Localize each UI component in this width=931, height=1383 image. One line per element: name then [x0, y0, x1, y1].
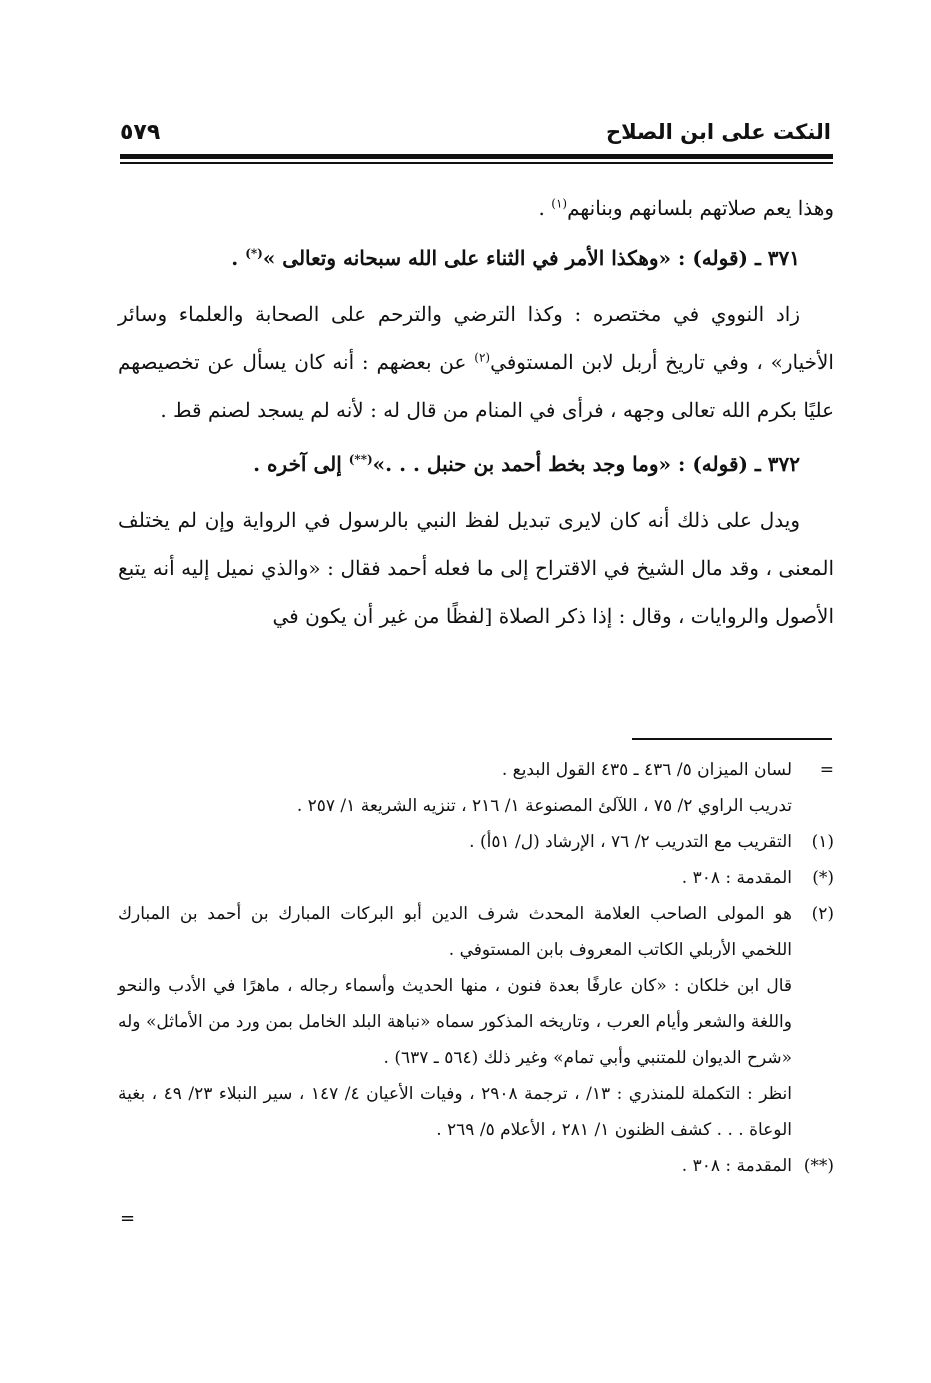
footnote-2: (٢) هو المولى الصاحب العلامة المحدث شرف الدين أبو البركات المبارك بن أحمد بن المبارك اللخمي الأربلي الكاتب المعروف بابن المستوفي .	[118, 896, 834, 968]
running-header	[120, 118, 831, 154]
heading-371: ٣٧١ ـ (قوله) : «وهكذا الأمر في الثناء على الله سبحانه وتعالى »(*) .	[231, 246, 800, 270]
header-title: النكت على ابن الصلاح	[605, 120, 831, 144]
footnote-1-mark: (١)	[811, 832, 834, 852]
footnote-ref-double-star: (**)	[348, 452, 373, 467]
paragraph-continuation: وهذا يعم صلاتهم بلسانهم وبنانهم$^{(١)}$ .	[538, 196, 834, 220]
footnote-ref-star: (*)	[245, 246, 263, 261]
main-text	[118, 184, 834, 640]
header-rule-thick	[120, 154, 833, 159]
footnote-1: (١) التقريب مع التدريب ٢/ ٧٦ ، الإرشاد (ل/ ٥١أ) .	[118, 824, 834, 860]
footnote-separator	[632, 738, 832, 740]
footnotes	[118, 752, 834, 1184]
footnote-continuation: = لسان الميزان ٥/ ٤٣٦ ـ ٤٣٥ القول البديع .	[118, 752, 834, 788]
footnote-ref-2: (٢)	[474, 350, 491, 365]
page-number: ٥٧٩	[120, 120, 161, 145]
footnote-2-mark: (٢)	[811, 904, 834, 924]
continuation-mark: =	[819, 760, 834, 780]
footnote-double-star-mark: (**)	[803, 1156, 834, 1176]
bottom-continuation-mark: =	[120, 1208, 136, 1229]
footnote-ref-1: (١)	[551, 196, 568, 211]
paragraph-372: ويدل على ذلك أنه كان لايرى تبديل لفظ النبي بالرسول في الرواية وإن لم يختلف المعنى ، وقد مال الشيخ في الاقتراح إلى ما فعله أحمد فقال : «والذي نميل إليه أنه يتبع الأصول والروايات ، وقال : إذا ذكر الصلاة [لفظًا من غير أن يكون في	[118, 508, 835, 628]
footnote-star: (*) المقدمة : ٣٠٨ .	[118, 860, 834, 896]
footnote-double-star: (**) المقدمة : ٣٠٨ .	[118, 1148, 834, 1184]
footnote-2-quote: قال ابن خلكان : «كان عارفًا بعدة فنون ، منها الحديث وأسماء رجاله ، ماهرًا في الأدب والنحو واللغة والشعر وأيام العرب ، وتاريخه المذكور سماه «نباهة البلد الخامل بمن ورد من الأماثل» وله «شرح الديوان للمتنبي وأبي تمام» وغير ذلك (٥٦٤ ـ ٦٣٧) .	[118, 976, 792, 1068]
paragraph-371: زاد النووي في مختصره : وكذا الترضي والترحم على الصحابة والعلماء وسائر الأخيار» ، وفي تاريخ أربل لابن المستوفي$^{(٢)}$ عن بعضهم : أنه كان يسأل عن تخصيصهم عليًا بكرم الله تعالى وجهه ، فرأى في المنام من قال له : لأنه لم يسجد لصنم قط .	[118, 302, 834, 422]
footnote-2-sources: انظر : التكملة للمنذري : ١٣/ ، ترجمة ٢٩٠٨ ، وفيات الأعيان ٤/ ١٤٧ ، سير النبلاء ٢٣/ ٤٩ ، بغية الوعاة . . . كشف الظنون ١/ ٢٨١ ، الأعلام ٥/ ٢٦٩ .	[118, 1084, 792, 1140]
footnote-star-mark: (*)	[812, 868, 834, 888]
footnote-continuation-line: تدريب الراوي ٢/ ٧٥ ، اللآلئ المصنوعة ١/ ٢١٦ ، تنزيه الشريعة ١/ ٢٥٧ .	[296, 796, 792, 816]
header-rule-thin	[120, 162, 833, 164]
heading-372: ٣٧٢ ـ (قوله) : «وما وجد بخط أحمد بن حنبل . . .»(**) إلى آخره .	[253, 452, 800, 476]
